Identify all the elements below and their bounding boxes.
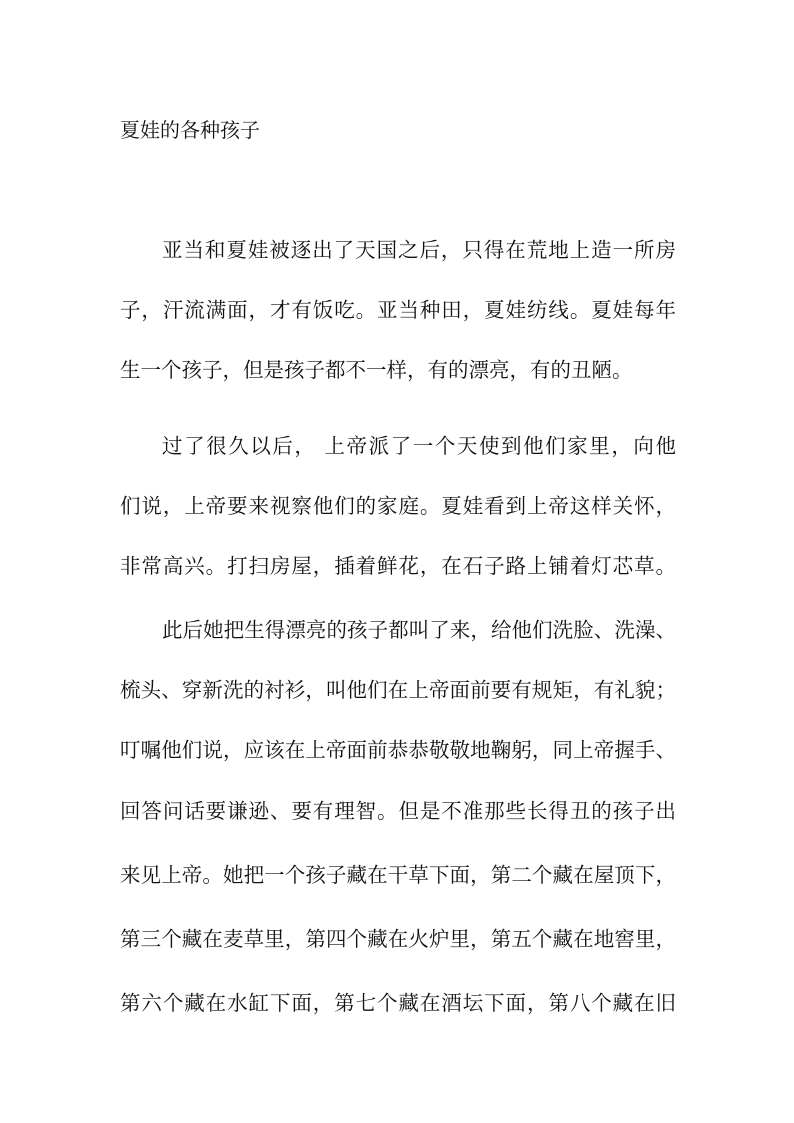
paragraph-3-line-6: 第三个藏在麦草里，第四个藏在火炉里，第五个藏在地窖里， (120, 927, 676, 951)
document-title: 夏娃的各种孩子 (120, 118, 260, 142)
paragraph-1-line-1: 亚当和夏娃被逐出了天国之后，只得在荒地上造一所房 (162, 238, 676, 262)
paragraph-3-line-5: 来见上帝。她把一个孩子藏在干草下面，第二个藏在屋顶下， (120, 863, 676, 887)
paragraph-2-line-2: 们说，上帝要来视察他们的家庭。夏娃看到上帝这样关怀， (120, 494, 676, 518)
paragraph-3-line-1: 此后她把生得漂亮的孩子都叫了来，给他们洗脸、洗澡、 (162, 618, 676, 642)
paragraph-1-line-3: 生一个孩子，但是孩子都不一样，有的漂亮，有的丑陋。 (120, 358, 633, 382)
paragraph-3-line-2: 梳头、穿新洗的衬衫，叫他们在上帝面前要有规矩，有礼貌； (120, 678, 676, 702)
paragraph-2-line-1: 过了很久以后， 上帝派了一个天使到他们家里，向他 (162, 434, 676, 458)
paragraph-3-line-7: 第六个藏在水缸下面，第七个藏在酒坛下面，第八个藏在旧 (120, 991, 676, 1015)
paragraph-3-line-3: 叮嘱他们说，应该在上帝面前恭恭敬敬地鞠躬，同上帝握手、 (120, 738, 676, 762)
paragraph-1-line-2: 子，汗流满面，才有饭吃。亚当种田，夏娃纺线。夏娃每年 (120, 298, 676, 322)
paragraph-2-line-3: 非常高兴。打扫房屋，插着鲜花，在石子路上铺着灯芯草。 (120, 554, 676, 578)
paragraph-3-line-4: 回答问话要谦逊、要有理智。但是不准那些长得丑的孩子出 (120, 799, 676, 823)
